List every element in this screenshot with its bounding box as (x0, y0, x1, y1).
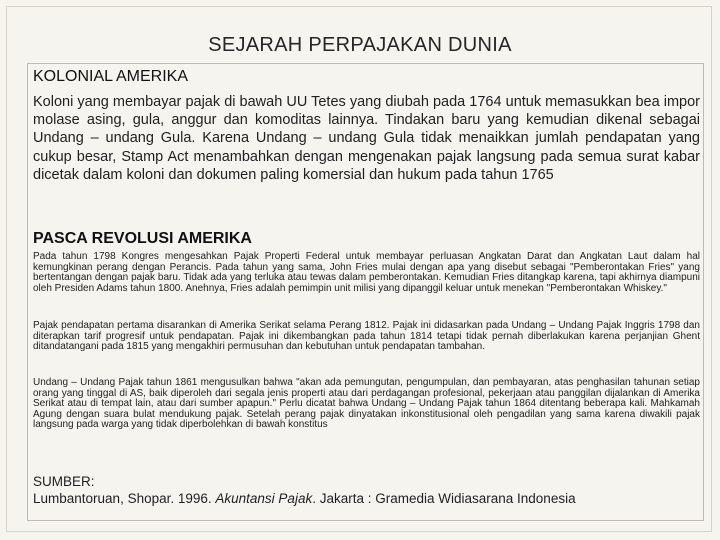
source-publisher: . Jakarta : Gramedia Widiasarana Indonesia (312, 491, 576, 506)
source-label: SUMBER: (33, 474, 95, 489)
section-heading-kolonial-amerika: KOLONIAL AMERIKA (33, 68, 189, 85)
slide-title: SEJARAH PERPAJAKAN DUNIA (208, 34, 512, 56)
content-box (27, 63, 704, 521)
source-author: Lumbantoruan, Shopar. 1996. (33, 491, 216, 506)
paragraph-undang-undang-1861: Undang – Undang Pajak tahun 1861 mengusulkan bahwa "akan ada pemungutan, pengumpulan, dan pembayaran, atas penghasilan tahunan setiap orang yang tinggal di AS, baik diperoleh dari segala jenis properti atau dari perdagangan profesional, pekerjaan atau panggilan dijalankan di Amerika Serikat atau di tempat lain, atau dari sumber apapun." Perlu dicatat bahwa Undang – Undang Pajak tahun 1864 ditentang beberapa kali. Mahkamah Agung dengan suara bulat mendukung pajak. Setelah perang pajak dinyatakan inkonstitusional oleh pengadilan yang sama karena diwakili pajak langsung pada warga yang tidak diperbolehkan di bawah konstitus (33, 377, 700, 430)
source-book-title: Akuntansi Pajak (215, 491, 313, 506)
section-heading-pasca-revolusi: PASCA REVOLUSI AMERIKA (33, 230, 252, 247)
paragraph-pajak-properti-1798: Pada tahun 1798 Kongres mengesahkan Pajak Properti Federal untuk membayar perluasan Angkatan Darat dan Angkatan Laut dalam hal kemungkinan perang dengan Perancis. Pada tahun yang sama, John Fries mulai dengan apa yang disebut sebagai "Pemberontakan Fries" yang bertentangan dengan pajak baru. Tidak ada yang terluka atau tewas dalam pemberontakan. Kemudian Fries ditangkap karena, tapi akhirnya diampuni oleh Presiden Adams tahun 1800. Anehnya, Fries adalah pemimpin unit milisi yang dipanggil keluar untuk menekan "Pemberontakan Whiskey." (33, 251, 700, 294)
paragraph-pajak-pendapatan-1812: Pajak pendapatan pertama disarankan di Amerika Serikat selama Perang 1812. Pajak ini didasarkan pada Undang – Undang Pajak Inggris 1798 dan diterapkan tarif progresif untuk pendapatan. Pajak ini dikembangkan pada tahun 1814 tetapi tidak pernah diberlakukan karena perjanjian Ghent ditandatangani pada 1815 yang mengakhiri permusuhan dan kebutuhan untuk pendapatan tambahan. (33, 320, 700, 352)
source-citation (33, 473, 700, 507)
section-text-kolonial-amerika: Koloni yang membayar pajak di bawah UU Tetes yang diubah pada 1764 untuk memasukkan bea impor molase asing, gula, anggur dan komoditas lainnya. Tindakan baru yang kemudian dikenal sebagai Undang – undang Gula. Karena Undang – undang Gula tidak menaikkan jumlah pendapatan yang cukup besar, Stamp Act menambahkan dengan mengenakan pajak langsung pada semua surat kabar dicetak dalam koloni dan dokumen paling komersial dan hukum pada tahun 1765 (33, 94, 700, 183)
